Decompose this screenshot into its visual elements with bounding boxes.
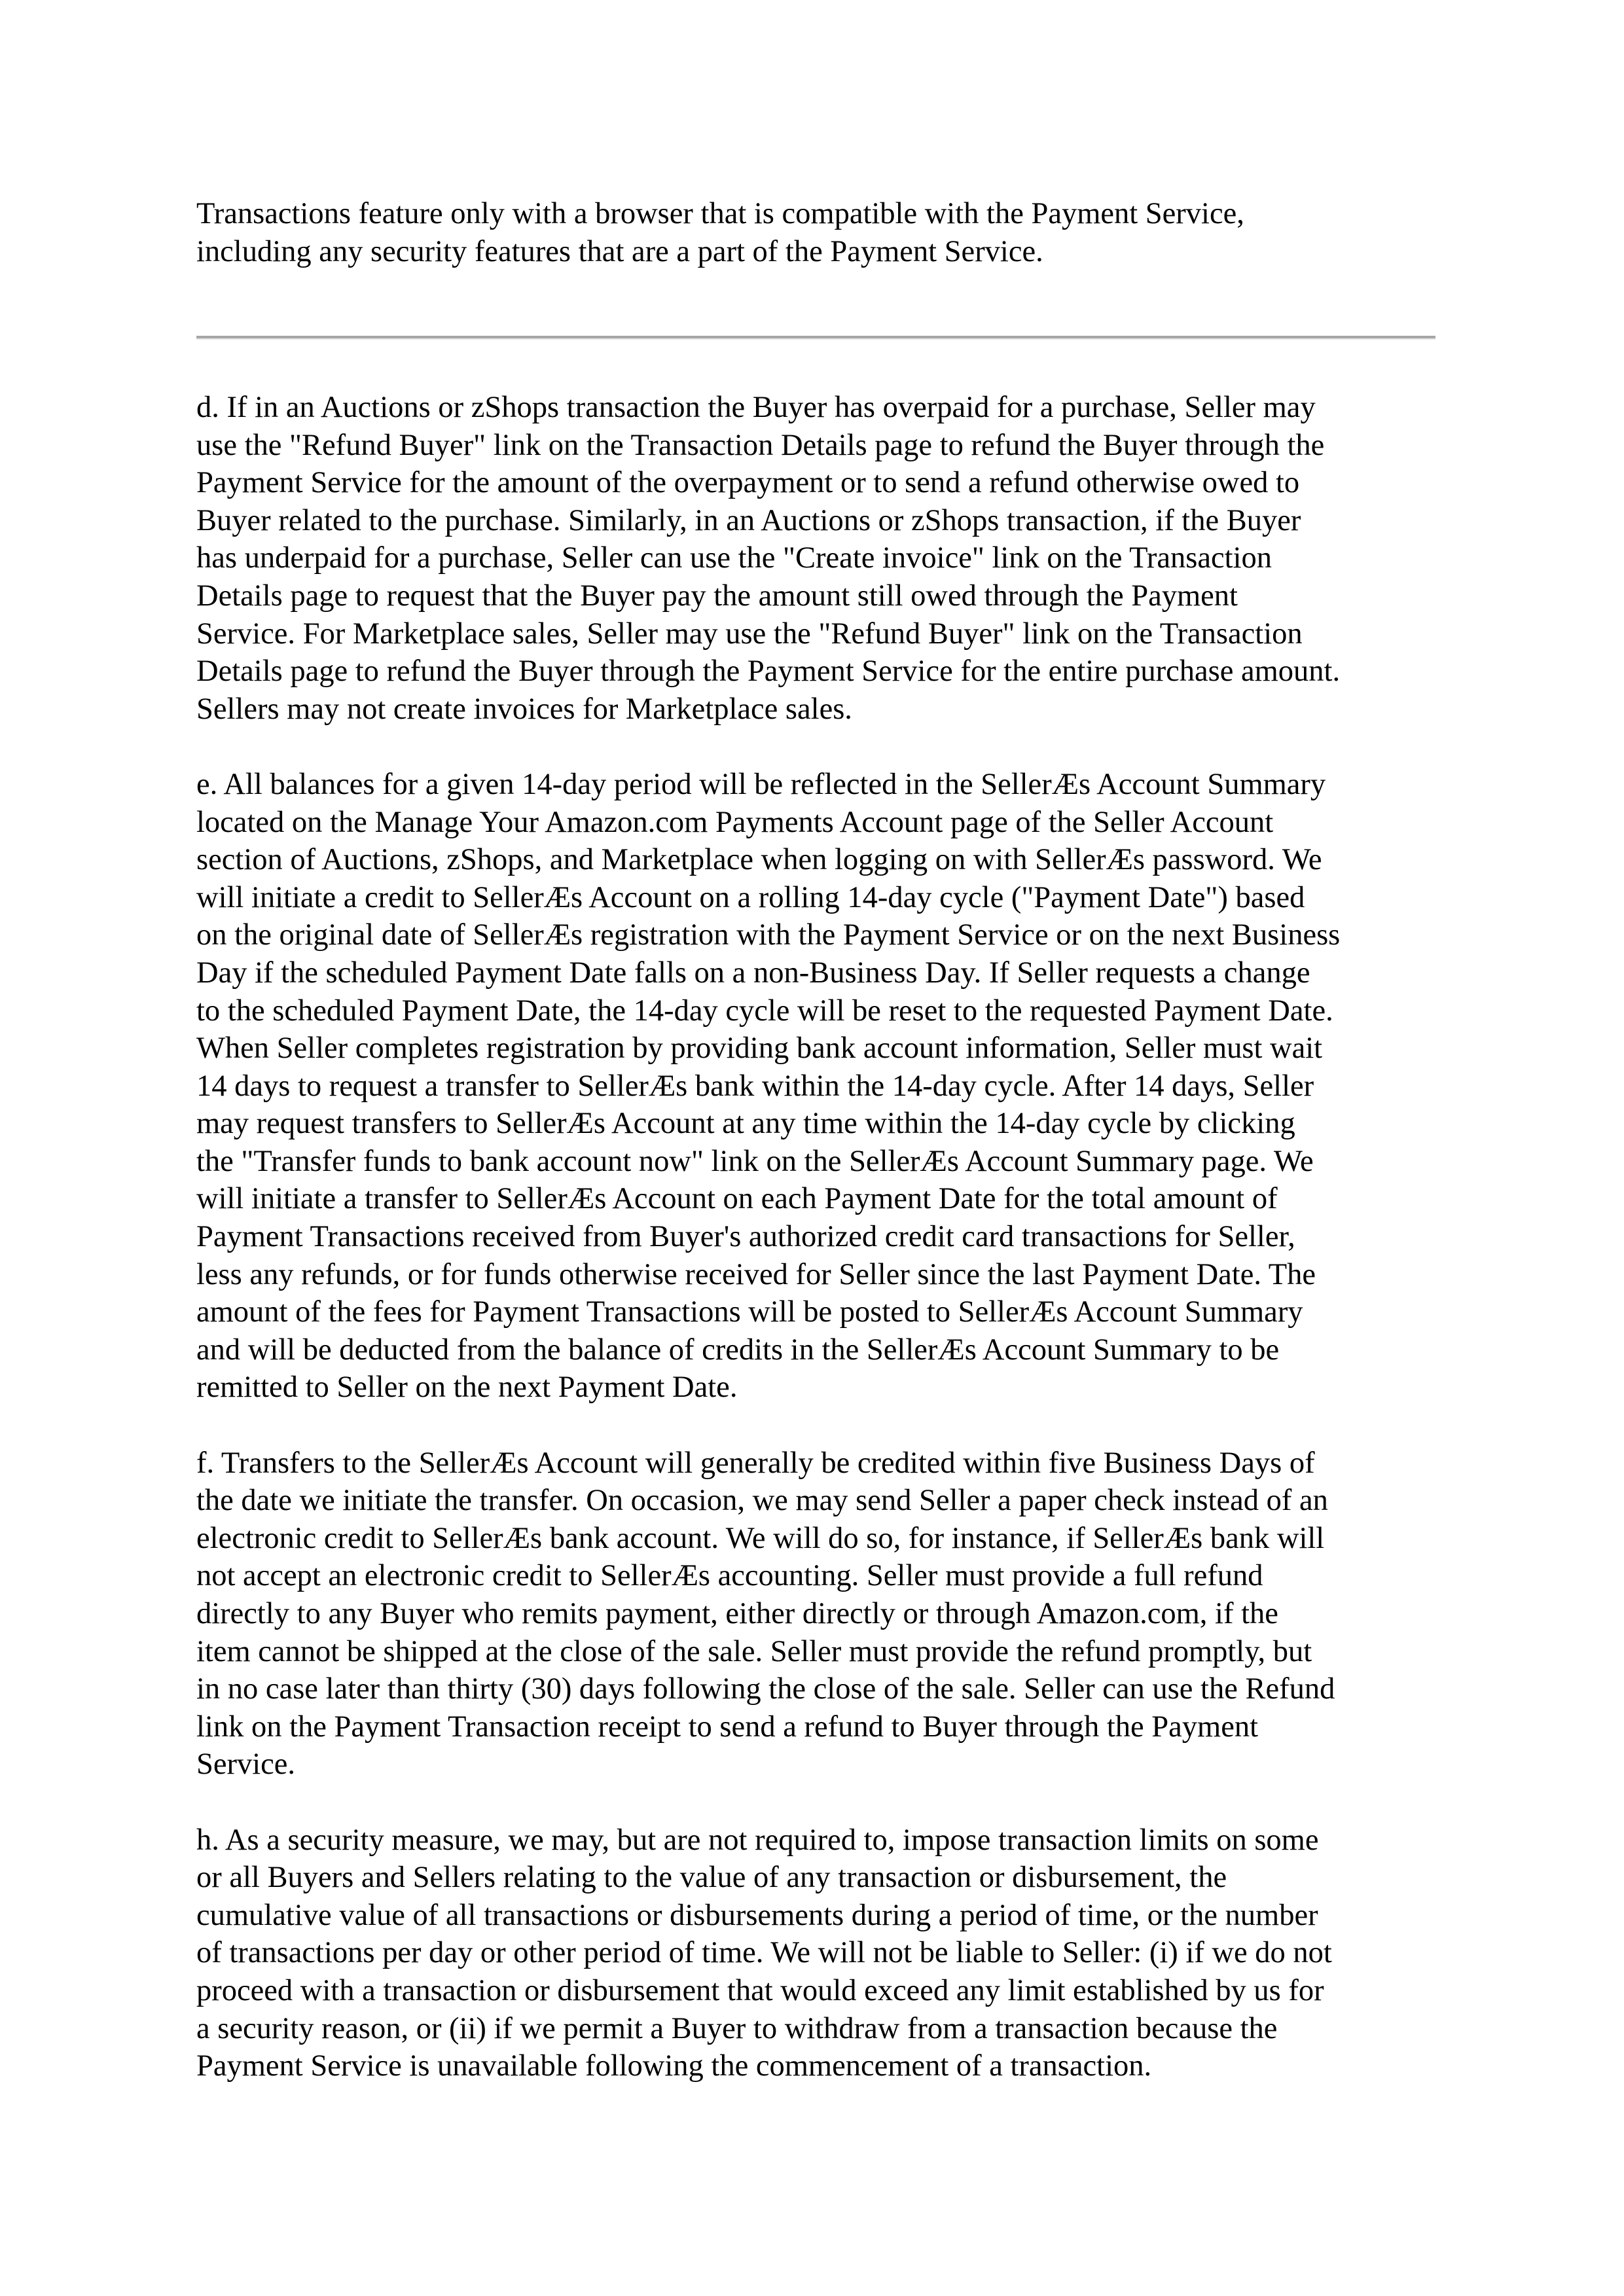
paragraph-line: the "Transfer funds to bank account now" link on the SellerÆs Account Summary page. We	[196, 1144, 1314, 1178]
paragraph-line: use the "Refund Buyer" link on the Transaction Details page to refund the Buyer through the	[196, 428, 1325, 462]
paragraph-line: a security reason, or (ii) if we permit a Buyer to withdraw from a transaction because the	[196, 2011, 1278, 2045]
paragraph-h	[196, 1821, 1440, 2085]
paragraph-d	[196, 389, 1440, 728]
paragraph-line: proceed with a transaction or disbursement that would exceed any limit established by us for	[196, 1973, 1324, 2007]
paragraph-line: the date we initiate the transfer. On occasion, we may send Seller a paper check instead of an	[196, 1484, 1328, 1518]
paragraph-line: not accept an electronic credit to SellerÆs accounting. Seller must provide a full refund	[196, 1559, 1263, 1593]
intro-line: Transactions feature only with a browser that is compatible with the Payment Service,	[196, 197, 1244, 230]
paragraph-f	[196, 1444, 1440, 1784]
paragraph-line: will initiate a transfer to SellerÆs Account on each Payment Date for the total amount of	[196, 1182, 1278, 1216]
paragraph-line: Payment Transactions received from Buyer's authorized credit card transactions for Seller,	[196, 1220, 1295, 1254]
paragraph-line: directly to any Buyer who remits payment, either directly or through Amazon.com, if the	[196, 1597, 1278, 1630]
paragraph-line: 14 days to request a transfer to SellerÆs bank within the 14-day cycle. After 14 days, Seller	[196, 1069, 1314, 1103]
paragraph-line: Buyer related to the purchase. Similarly, in an Auctions or zShops transaction, if the Buyer	[196, 503, 1301, 537]
paragraph-line: will initiate a credit to SellerÆs Account on a rolling 14-day cycle ("Payment Date") based	[196, 880, 1305, 914]
paragraph-line: less any refunds, or for funds otherwise received for Seller since the last Payment Date. The	[196, 1257, 1316, 1291]
paragraph-line: Details page to refund the Buyer through the Payment Service for the entire purchase amount.	[196, 655, 1341, 689]
paragraph-line: h. As a security measure, we may, but are not required to, impose transaction limits on some	[196, 1823, 1319, 1857]
horizontal-rule	[196, 336, 1435, 340]
paragraph-line: electronic credit to SellerÆs bank account. We will do so, for instance, if SellerÆs bank will	[196, 1521, 1325, 1555]
paragraph-line: Payment Service is unavailable following the commencement of a transaction.	[196, 2049, 1152, 2083]
paragraph-line: may request transfers to SellerÆs Account at any time within the 14-day cycle by clicking	[196, 1107, 1295, 1141]
paragraph-line: and will be deducted from the balance of credits in the SellerÆs Account Summary to be	[196, 1333, 1280, 1367]
paragraph-line: in no case later than thirty (30) days following the close of the sale. Seller can use the Refund	[196, 1672, 1335, 1706]
terms-body	[196, 389, 1440, 2123]
paragraph-line: e. All balances for a given 14-day period will be reflected in the SellerÆs Account Summary	[196, 767, 1326, 801]
paragraph-line: remitted to Seller on the next Payment Date.	[196, 1371, 738, 1405]
paragraph-line: amount of the fees for Payment Transactions will be posted to SellerÆs Account Summary	[196, 1295, 1303, 1329]
paragraph-line: section of Auctions, zShops, and Marketplace when logging on with SellerÆs password. We	[196, 843, 1322, 877]
paragraph-e	[196, 766, 1440, 1407]
paragraph-line: link on the Payment Transaction receipt to send a refund to Buyer through the Payment	[196, 1710, 1259, 1744]
paragraph-line: f. Transfers to the SellerÆs Account will generally be credited within five Business Days of	[196, 1446, 1315, 1480]
intro-line: including any security features that are a part of the Payment Service.	[196, 234, 1043, 268]
paragraph-line: located on the Manage Your Amazon.com Payments Account page of the Seller Account	[196, 805, 1274, 839]
paragraph-line: or all Buyers and Sellers relating to the value of any transaction or disbursement, the	[196, 1861, 1227, 1895]
paragraph-line: Day if the scheduled Payment Date falls on a non-Business Day. If Seller requests a change	[196, 956, 1310, 990]
paragraph-line: cumulative value of all transactions or disbursements during a period of time, or the number	[196, 1898, 1318, 1932]
paragraph-line: Service. For Marketplace sales, Seller may use the "Refund Buyer" link on the Transaction	[196, 617, 1303, 651]
paragraph-line: on the original date of SellerÆs registration with the Payment Service or on the next Business	[196, 918, 1341, 952]
paragraph-line: When Seller completes registration by providing bank account information, Seller must wait	[196, 1031, 1323, 1066]
paragraph-line: has underpaid for a purchase, Seller can use the "Create invoice" link on the Transaction	[196, 541, 1272, 575]
intro-paragraph	[196, 195, 1440, 270]
paragraph-line: Payment Service for the amount of the overpayment or to send a refund otherwise owed to	[196, 466, 1300, 500]
paragraph-line: d. If in an Auctions or zShops transaction the Buyer has overpaid for a purchase, Seller may	[196, 391, 1316, 424]
paragraph-line: Details page to request that the Buyer pay the amount still owed through the Payment	[196, 579, 1238, 613]
paragraph-line: Sellers may not create invoices for Marketplace sales.	[196, 692, 852, 726]
paragraph-line: Service.	[196, 1748, 296, 1782]
paragraph-line: to the scheduled Payment Date, the 14-day cycle will be reset to the requested Payment Date.	[196, 994, 1333, 1028]
paragraph-line: of transactions per day or other period of time. We will not be liable to Seller: (i) if we do not	[196, 1936, 1332, 1970]
paragraph-line: item cannot be shipped at the close of the sale. Seller must provide the refund promptly, but	[196, 1634, 1312, 1668]
